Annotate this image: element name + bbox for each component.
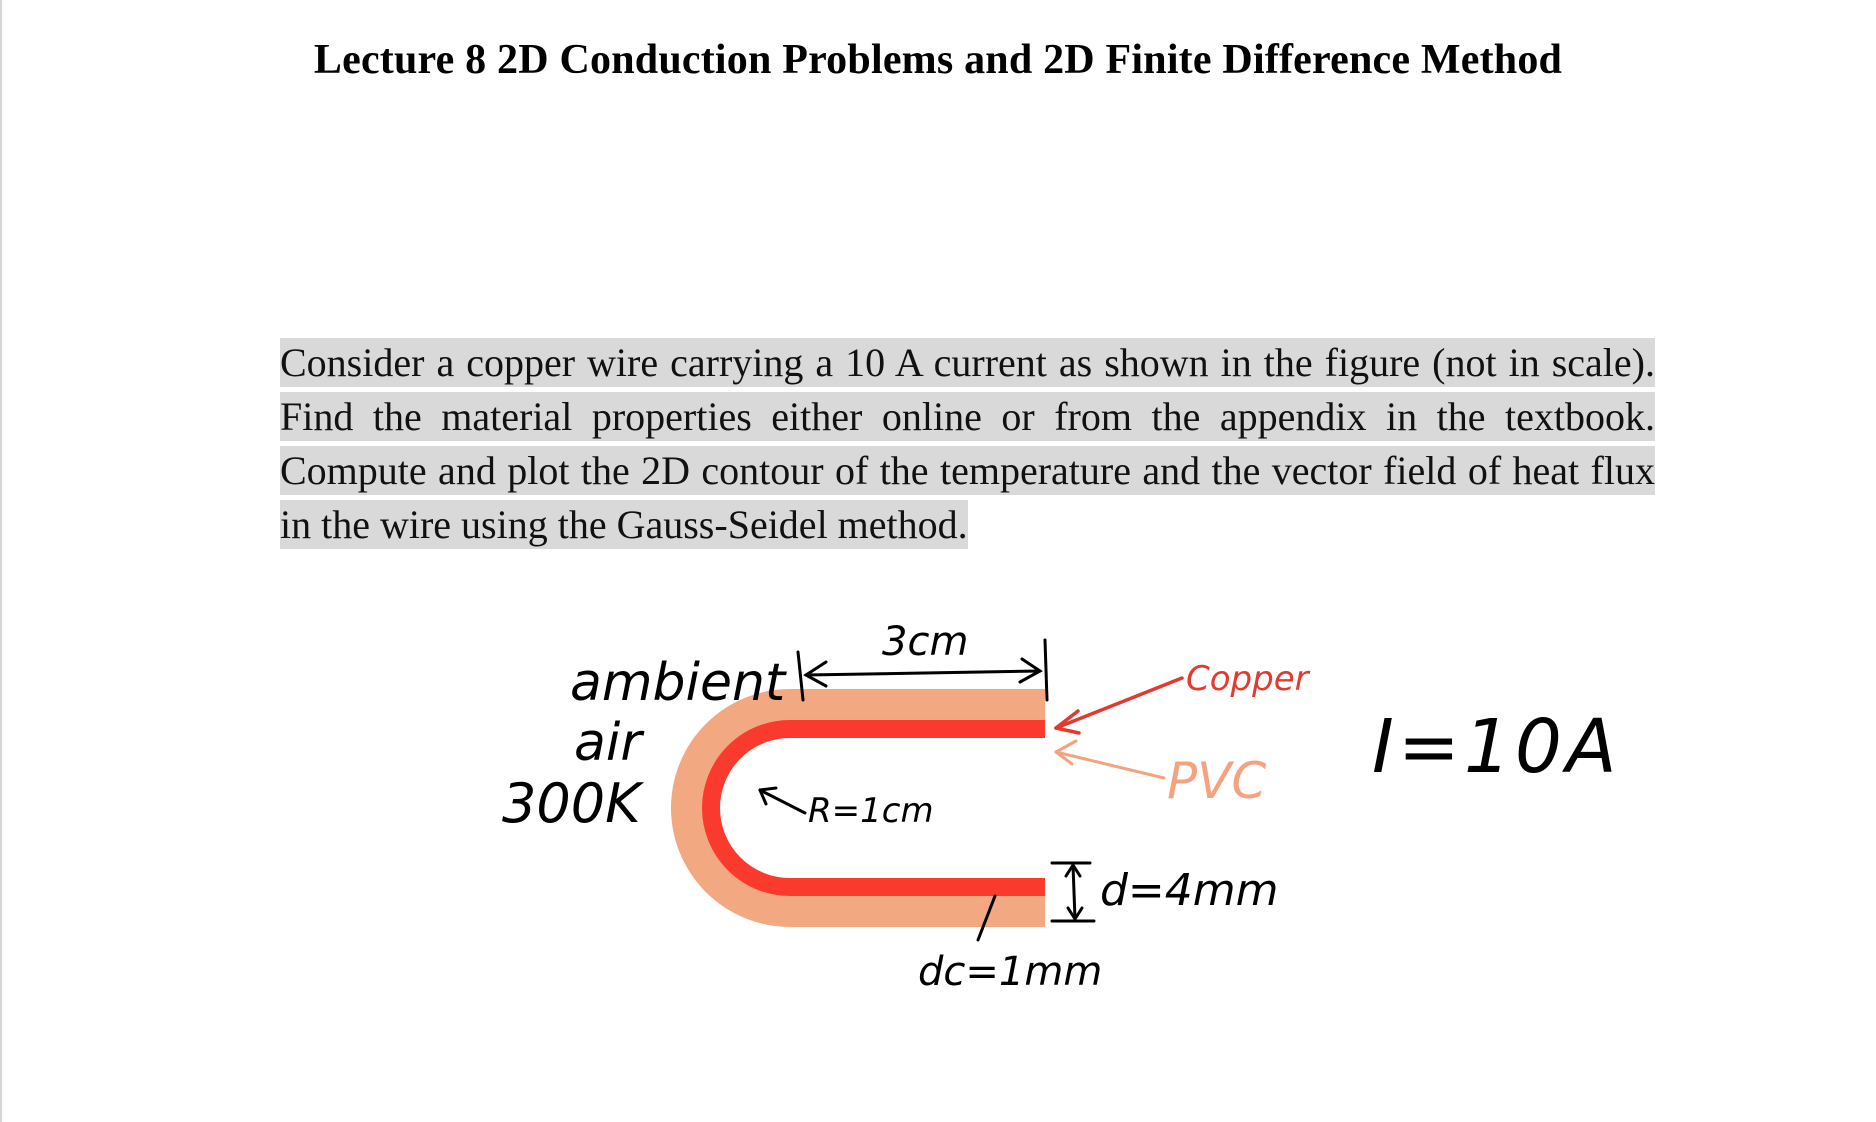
copper-arrow (1056, 678, 1182, 733)
ambient-label-line2: air (574, 713, 642, 773)
radius-arrow (760, 788, 805, 813)
radius-label: R=1cm (808, 791, 934, 831)
ambient-label-line1: ambient (570, 653, 786, 713)
problem-text: Consider a copper wire carrying a 10 A current as shown in the figure (not in scale). Find the material properties either online or from the appendix in the textbook. Compute and plot the 2D contour of the temperature and the vector field of heat flux in the wire using the Gauss-Seidel method. (280, 340, 1655, 547)
page-title: Lecture 8 2D Conduction Problems and 2D Finite Difference Method (313, 37, 1563, 83)
ambient-temperature: 300K (502, 772, 641, 835)
length-label: 3cm (882, 619, 969, 665)
d-dimension (1052, 863, 1094, 921)
copper-label: Copper (1186, 659, 1309, 699)
dc-label: dc=1mm (918, 949, 1103, 995)
d-label: d=4mm (1100, 865, 1279, 916)
current-label: I=10A (1372, 704, 1621, 790)
pvc-arrow (1056, 741, 1164, 778)
pvc-label: PVC (1167, 752, 1267, 810)
